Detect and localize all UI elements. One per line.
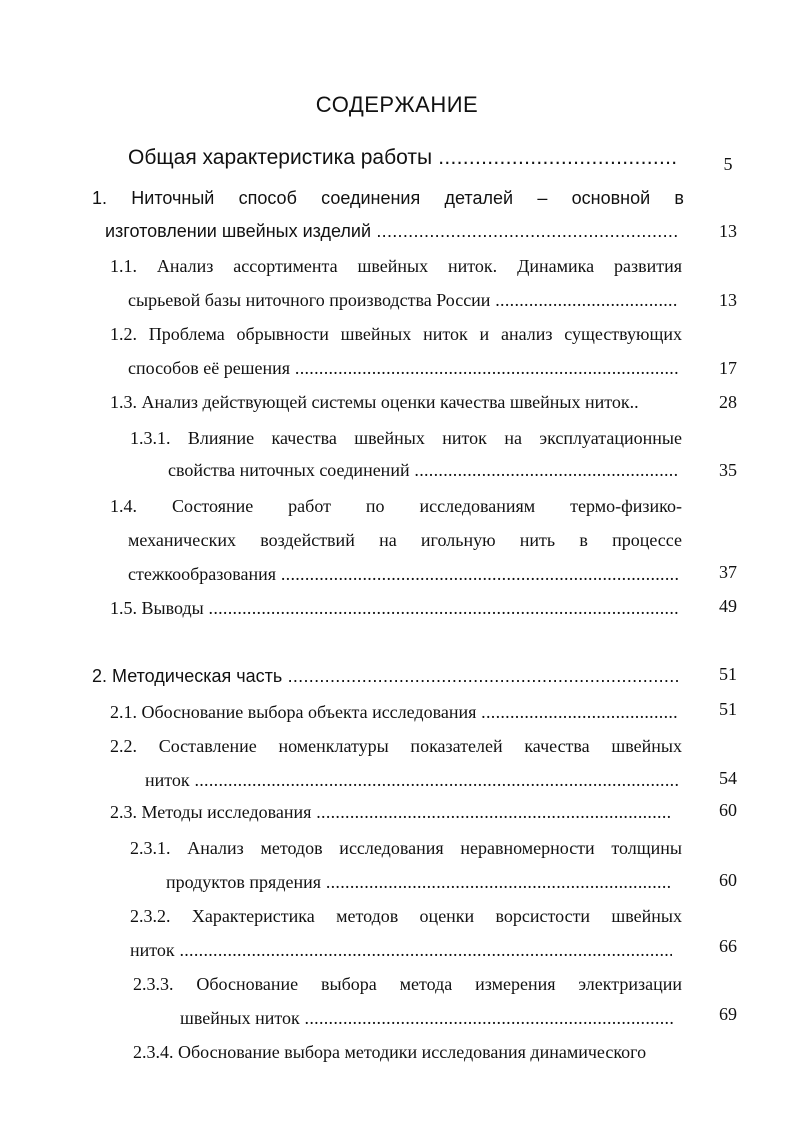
toc-entry-text: 2.3.2. Характеристика методов оценки ворсистости швейных bbox=[130, 906, 682, 926]
toc-entry-text: свойства ниточных соединений ..... bbox=[168, 458, 678, 482]
page-title: СОДЕРЖАНИЕ bbox=[315, 92, 479, 117]
toc-page-number: 17 bbox=[719, 358, 737, 378]
toc-entry-text: 1.5. Выводы ..... bbox=[110, 596, 678, 620]
toc-entry-text: швейных ниток ..... bbox=[180, 1006, 674, 1030]
toc-entry-text: продуктов прядения ..... bbox=[166, 870, 672, 894]
toc-entry-text: 1.4. Состояние работ по исследованиям термо-физико- bbox=[110, 496, 682, 516]
toc-entry-text: 1. Ниточный способ соединения деталей – основной в bbox=[92, 188, 684, 208]
toc-page-number: 49 bbox=[719, 596, 737, 616]
toc-page-number: 51 bbox=[719, 664, 737, 684]
toc-entry-text: сырьевой базы ниточного производства России ..... bbox=[128, 288, 678, 312]
toc-entry-text: ниток ..... bbox=[145, 768, 678, 792]
toc-entry-text: 2.3. Методы исследования ..... bbox=[110, 800, 670, 824]
toc-entry-text: 2.3.1. Анализ методов исследования неравномерности толщины bbox=[130, 838, 682, 858]
toc-page-number: 54 bbox=[719, 768, 737, 788]
toc-page-number: 35 bbox=[719, 460, 737, 480]
toc-page-number: 28 bbox=[719, 392, 737, 412]
toc-entry-text: 2.3.4. Обоснование выбора методики исследования динамического bbox=[133, 1042, 647, 1062]
toc-page-number: 5 bbox=[723, 154, 733, 174]
toc-page-number: 51 bbox=[719, 699, 737, 719]
toc-entry-text: ниток ..... bbox=[130, 938, 672, 962]
toc-entry-text: 1.1. Анализ ассортимента швейных ниток. Динамика развития bbox=[110, 256, 682, 276]
toc-page-number: 13 bbox=[719, 221, 737, 241]
toc-page-number: 13 bbox=[719, 290, 737, 310]
toc-entry-text: 1.2. Проблема обрывности швейных ниток и анализ существующих bbox=[110, 324, 682, 344]
toc-page-number: 60 bbox=[719, 800, 737, 820]
toc-entry-text: изготовлении швейных изделий ..... bbox=[105, 219, 678, 243]
toc-page-number: 37 bbox=[719, 562, 737, 582]
toc-entry-text: механических воздействий на игольную нить в процессе bbox=[128, 530, 682, 550]
toc-page-number: 60 bbox=[719, 870, 737, 890]
toc-entry-text: 2.3.3. Обоснование выбора метода измерения электризации bbox=[133, 974, 682, 994]
toc-page-number: 69 bbox=[719, 1004, 737, 1024]
toc-entry-text: 2. Методическая часть ..... bbox=[92, 664, 678, 688]
toc-entry-text: стежкообразования ..... bbox=[128, 562, 678, 586]
toc-entry-text: способов её решения ..... bbox=[128, 356, 678, 380]
toc-page-number: 66 bbox=[719, 936, 737, 956]
toc-entry-text: Общая характеристика работы ..... bbox=[128, 146, 678, 170]
toc-entry-text: 2.1. Обоснование выбора объекта исследования ..... bbox=[110, 700, 678, 724]
toc-entry-text: 1.3. Анализ действующей системы оценки качества швейных ниток.. bbox=[110, 392, 639, 412]
toc-entry-text: 1.3.1. Влияние качества швейных ниток на эксплуатационные bbox=[130, 428, 682, 448]
toc-entry-text: 2.2. Составление номенклатуры показателей качества швейных bbox=[110, 736, 682, 756]
